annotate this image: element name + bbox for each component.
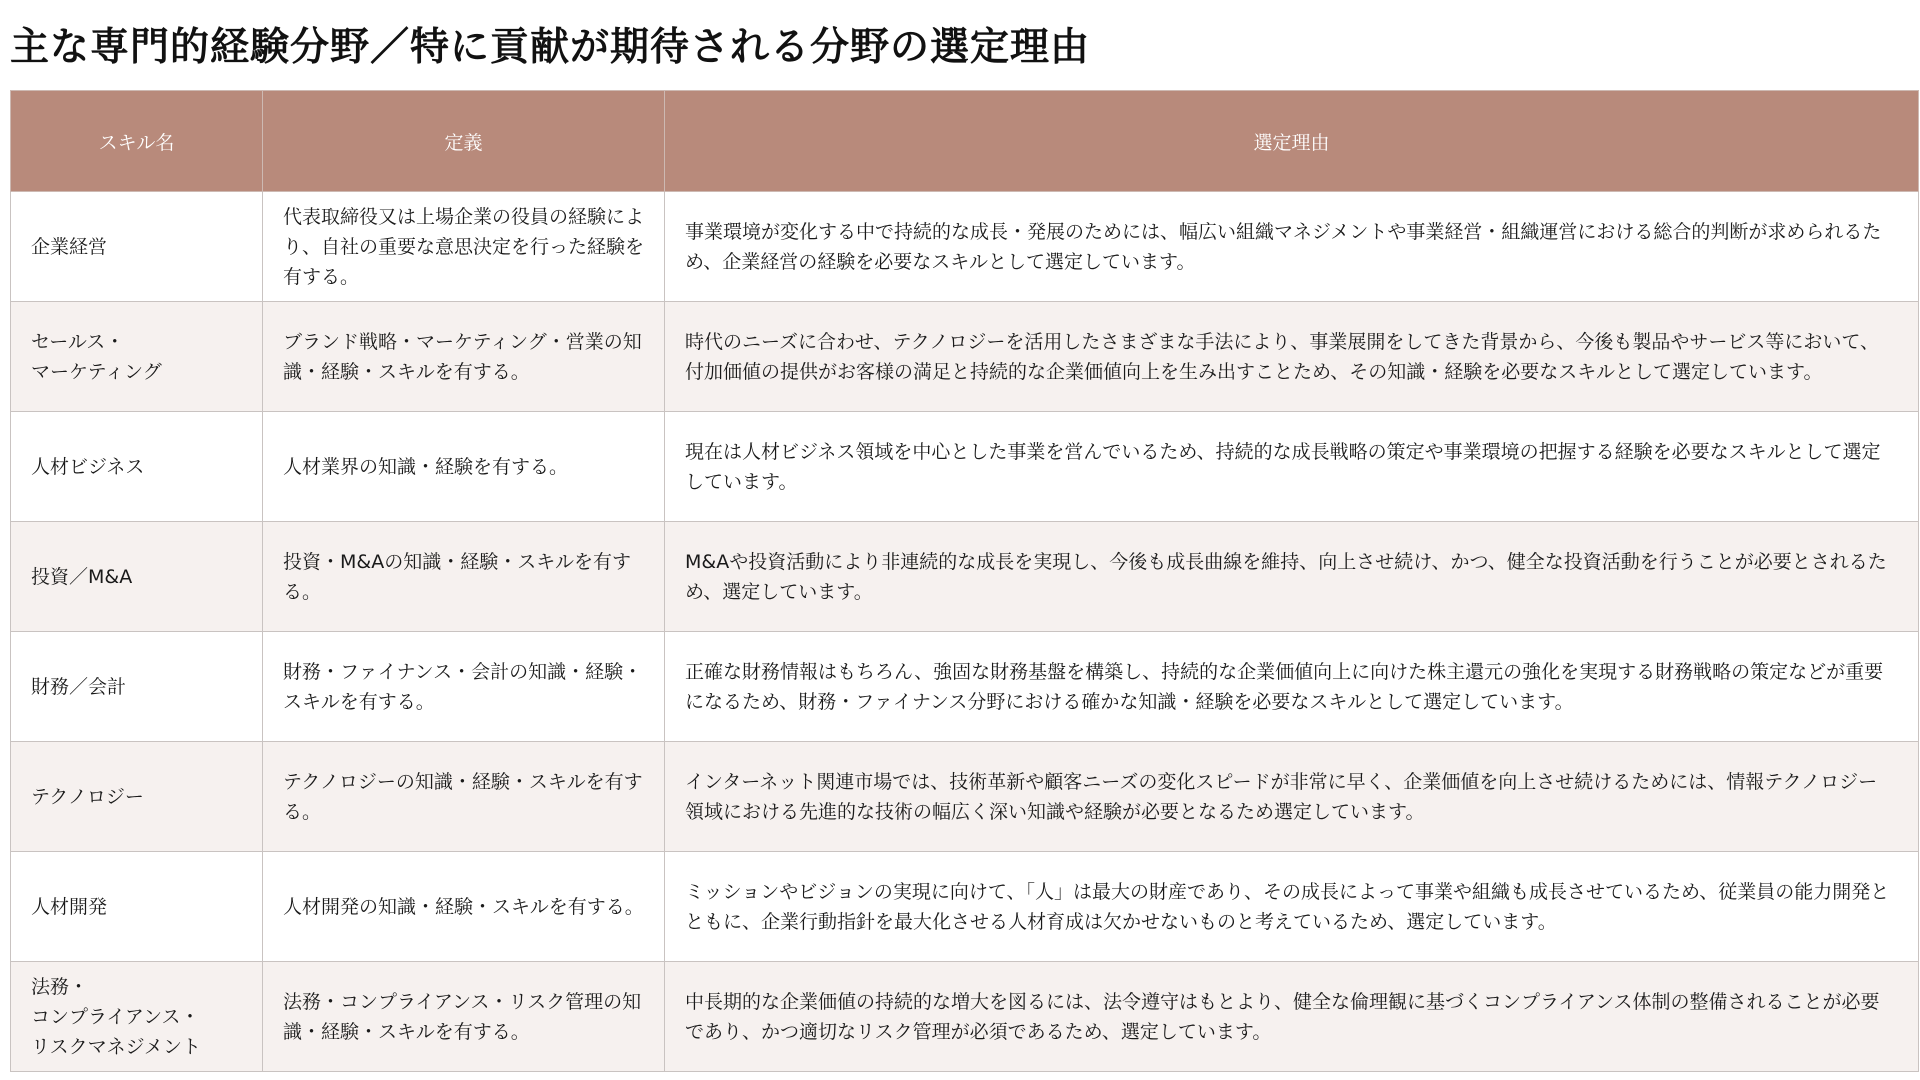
table-header-row: [11, 91, 1919, 192]
skill-name-cell: セールス・ マーケティング: [11, 302, 263, 412]
skill-name-cell: 企業経営: [11, 192, 263, 302]
skill-name-cell: 財務／会計: [11, 632, 263, 742]
reason-cell: M&Aや投資活動により非連続的な成長を実現し、今後も成長曲線を維持、向上させ続け、かつ、健全な投資活動を行うことが必要とされるため、選定しています。: [665, 522, 1919, 632]
header-selection-reason: 選定理由: [665, 91, 1919, 192]
reason-cell: ミッションやビジョンの実現に向けて、「人」は最大の財産であり、その成長によって事業や組織も成長させているため、従業員の能力開発とともに、企業行動指針を最大化させる人材育成は欠かせないものと考えているため、選定しています。: [665, 852, 1919, 962]
definition-cell: ブランド戦略・マーケティング・営業の知識・経験・スキルを有する。: [263, 302, 665, 412]
definition-cell: 代表取締役又は上場企業の役員の経験により、自社の重要な意思決定を行った経験を有する。: [263, 192, 665, 302]
table-row: [11, 522, 1919, 632]
page-title: 主な専門的経験分野／特に貢献が期待される分野の選定理由: [10, 25, 1091, 70]
skill-name-cell: テクノロジー: [11, 742, 263, 852]
reason-cell: インターネット関連市場では、技術革新や顧客ニーズの変化スピードが非常に早く、企業価値を向上させ続けるためには、情報テクノロジー領域における先進的な技術の幅広く深い知識や経験が必要となるため選定しています。: [665, 742, 1919, 852]
skill-name-cell: 人材ビジネス: [11, 412, 263, 522]
table-row: [11, 412, 1919, 522]
definition-cell: 財務・ファイナンス・会計の知識・経験・スキルを有する。: [263, 632, 665, 742]
definition-cell: 人材業界の知識・経験を有する。: [263, 412, 665, 522]
table-row: [11, 192, 1919, 302]
definition-cell: 人材開発の知識・経験・スキルを有する。: [263, 852, 665, 962]
skills-table: [10, 90, 1919, 1072]
table-row: [11, 632, 1919, 742]
definition-cell: 法務・コンプライアンス・リスク管理の知識・経験・スキルを有する。: [263, 962, 665, 1072]
table-row: [11, 302, 1919, 412]
header-skill-name: スキル名: [11, 91, 263, 192]
skill-name-cell: 法務・ コンプライアンス・ リスクマネジメント: [11, 962, 263, 1072]
definition-cell: 投資・M&Aの知識・経験・スキルを有する。: [263, 522, 665, 632]
table-row: [11, 962, 1919, 1072]
header-definition: 定義: [263, 91, 665, 192]
reason-cell: 事業環境が変化する中で持続的な成長・発展のためには、幅広い組織マネジメントや事業経営・組織運営における総合的判断が求められるため、企業経営の経験を必要なスキルとして選定しています。: [665, 192, 1919, 302]
table-row: [11, 852, 1919, 962]
definition-cell: テクノロジーの知識・経験・スキルを有する。: [263, 742, 665, 852]
reason-cell: 現在は人材ビジネス領域を中心とした事業を営んでいるため、持続的な成長戦略の策定や事業環境の把握する経験を必要なスキルとして選定しています。: [665, 412, 1919, 522]
reason-cell: 中長期的な企業価値の持続的な増大を図るには、法令遵守はもとより、健全な倫理観に基づくコンプライアンス体制の整備されることが必要であり、かつ適切なリスク管理が必須であるため、選定しています。: [665, 962, 1919, 1072]
skill-name-cell: 人材開発: [11, 852, 263, 962]
table-row: [11, 742, 1919, 852]
reason-cell: 時代のニーズに合わせ、テクノロジーを活用したさまざまな手法により、事業展開をしてきた背景から、今後も製品やサービス等において、付加価値の提供がお客様の満足と持続的な企業価値向上を生み出すことため、その知識・経験を必要なスキルとして選定しています。: [665, 302, 1919, 412]
reason-cell: 正確な財務情報はもちろん、強固な財務基盤を構築し、持続的な企業価値向上に向けた株主還元の強化を実現する財務戦略の策定などが重要になるため、財務・ファイナンス分野における確かな知識・経験を必要なスキルとして選定しています。: [665, 632, 1919, 742]
skill-name-cell: 投資／M&A: [11, 522, 263, 632]
